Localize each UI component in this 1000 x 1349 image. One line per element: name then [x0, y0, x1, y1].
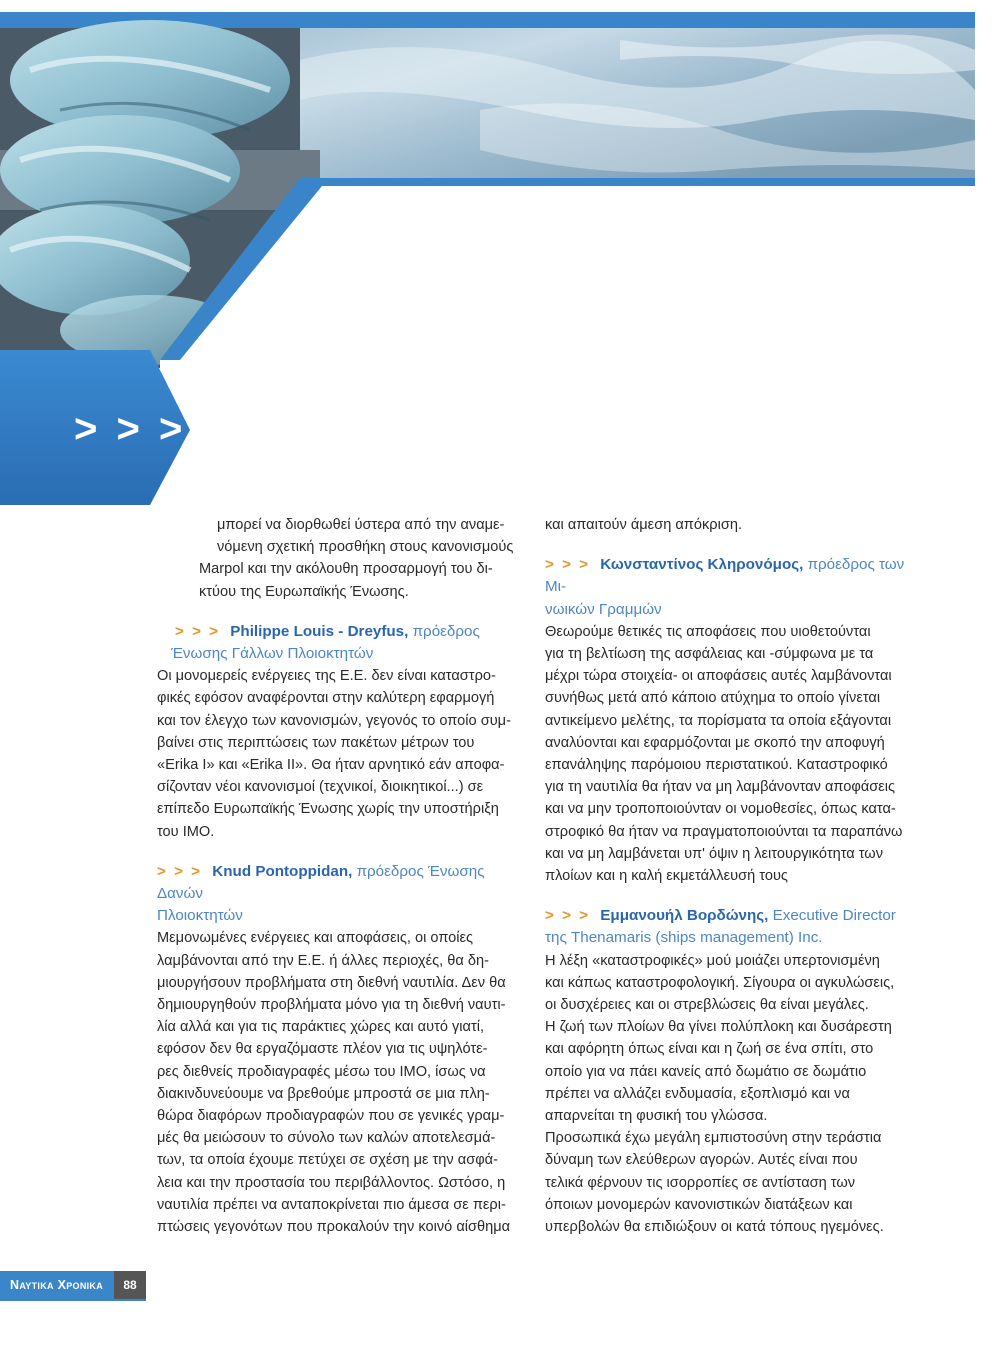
body-line: Προσωπικά έχω μεγάλη εμπιστοσύνη στην τεράστια — [545, 1130, 882, 1147]
magazine-name: Ναυτικα Χρονικα — [0, 1271, 114, 1299]
right-column — [545, 514, 905, 1238]
body-line: ρες διεθνείς προδιαγραφές μέσω του IMO, ίσως να — [157, 1063, 486, 1080]
body-line: αναλύονται και εφαρμόζονται με σκοπό την αποφυγή — [545, 734, 885, 751]
body-line: και αφόρητη όπως είναι και η ζωή σε ένα σπίτι, στο — [545, 1041, 874, 1058]
section-pontoppidan — [157, 861, 519, 1238]
body-line: επανάληψης παρόμοιου περιστατικού. Καταστροφικό — [545, 757, 888, 774]
body-line: «Erika I» και «Erika II». Θα ήταν αρνητικό εάν αποφα- — [157, 757, 505, 774]
body-line: του IMO. — [157, 823, 215, 840]
body-line: διακινδυνεύουμε να βρεθούμε μπροστά σε μια πλη- — [157, 1085, 490, 1102]
speaker-name: Εμμανουήλ Βορδώνης, — [600, 907, 769, 925]
page-footer — [0, 1271, 146, 1299]
body-line: εφόσον δεν θα εργαζόμαστε πλέον για τις υψηλότε- — [157, 1041, 488, 1058]
intro-line: Marpol και την ακόλουθη προσαρμογή του δι- — [199, 561, 493, 578]
body-line: και να μην τροποποιούνταν οι νομοθεσίες, όπως κατα- — [545, 801, 896, 818]
body-line: αντικείμενο μελέτης, τα πορίσματα τα οποία εξάγονται — [545, 712, 892, 729]
hero-arrows: > > > — [74, 407, 187, 451]
body-line: σίζονταν νέοι κανονισμοί (τεχνικοί, διοικητικοί...) σε — [157, 779, 484, 796]
section-heading — [157, 861, 519, 905]
body-line: στροφικό θα ήταν να πραγματοποιούνται τα παραπάνω — [545, 823, 903, 840]
speaker-name: Philippe Louis - Dreyfus, — [230, 622, 409, 640]
speaker-role-line2: Ένωσης Γάλλων Πλοιοκτητών — [171, 645, 374, 663]
body-line: Μεμονωμένες ενέργειες και αποφάσεις, οι οποίες — [157, 930, 474, 947]
speaker-role-line2: νωικών Γραμμών — [545, 600, 662, 618]
speaker-role-line2: της Thenamaris (ships management) Inc. — [545, 929, 823, 947]
speaker-role-line2: Πλοιοκτητών — [157, 907, 243, 925]
page-number: 88 — [114, 1271, 146, 1299]
hero-image — [0, 0, 1000, 520]
body-line: και τον έλεγχο των κανονισμών, γεγονός το οποίο συμ- — [157, 712, 511, 729]
speaker-role: πρόεδρος — [408, 622, 480, 640]
body-line: δύναμη των ελεύθερων αγορών. Αυτές είναι που — [545, 1152, 858, 1169]
body-line: βαίνει στις περιπτώσεις των πακέτων μέτρων του — [157, 734, 475, 751]
body-line: Θεωρούμε θετικές τις αποφάσεις που υιοθετούνται — [545, 623, 871, 640]
speaker-name: Knud Pontoppidan, — [212, 862, 353, 880]
body-line: μιουργήσουν προβλήματα στη διεθνή ναυτιλία. Δεν θα — [157, 974, 506, 991]
body-line: οποίο για να πάει κανείς από δωμάτιο σε δωμάτιο — [545, 1063, 867, 1080]
section-gap — [545, 887, 905, 905]
section-dreyfus — [157, 621, 519, 843]
section-heading — [545, 905, 905, 927]
hero-artwork — [0, 0, 1000, 520]
body-line: μέχρι τώρα στοιχεία- οι αποφάσεις αυτές λαμβάνονται — [545, 668, 892, 685]
arrow-icon: > > > — [175, 622, 221, 640]
arrow-icon: > > > — [157, 862, 203, 880]
body-line: για τη ναυτιλία θα ήταν να μη λαμβάνονταν αποφάσεις — [545, 779, 896, 796]
arrow-icon: > > > — [545, 556, 591, 574]
body-line: θώρα διαφόρων προδιαγραφών που σε γενικές γραμ- — [157, 1108, 505, 1125]
body-line: οι δυσχέρειες και οι στρεβλώσεις θα είναι μεγάλες. — [545, 997, 869, 1014]
section-gap — [157, 843, 519, 861]
body-line: Η λέξη «καταστροφικές» μού μοιάζει υπερτονισμένη — [545, 952, 880, 969]
speaker-name: Κωνσταντίνος Κληρονόμος, — [600, 556, 804, 574]
body-line: μές θα μειώσουν το σύνολο των καλών αποτελεσμά- — [157, 1130, 496, 1147]
body-line: υπερβολών θα επιδιώξουν οι κατά τόπους ηγεμόνες. — [545, 1219, 884, 1236]
left-column — [157, 514, 519, 1238]
section-heading — [157, 621, 519, 643]
body-line: και κάπως καταστροφολογική. Σίγουρα οι αγκυλώσεις, — [545, 974, 895, 991]
body-line: δημιουργηθούν προβλήματα μόνο για τη διεθνή ναυτι- — [157, 997, 506, 1014]
speaker-role: πρόεδρος Ένωσης Δανών — [157, 862, 485, 903]
body-line: ναυτιλία πρέπει να ανταποκρίνεται πιο άμεσα σε περι- — [157, 1196, 506, 1213]
body-line: όποιων μονομερών κανονιστικών διατάξεων και — [545, 1196, 853, 1213]
intro-line: κτύου της Ευρωπαϊκής Ένωσης. — [199, 583, 409, 600]
body-line: συνήθως μετά από κάποιο ατύχημα το οποίο γίνεται — [545, 690, 881, 707]
body-line: των, τα οποία έχουμε πετύχει σε σχέση με την ασφά- — [157, 1152, 498, 1169]
body-line: και να μη λαμβάνεται υπ' όψιν η λειτουργικότητα των — [545, 845, 883, 862]
speaker-role: Executive Director — [768, 907, 896, 925]
intro-line: μπορεί να διορθωθεί ύστερα από την αναμε- — [217, 517, 505, 533]
body-line: πλοίων και η καλή εκμετάλλευσή τους — [545, 868, 788, 885]
section-klironomos — [545, 554, 905, 887]
body-line: πτώσεις γεγονότων που προκαλούν την κοινό αίσθημα — [157, 1219, 511, 1236]
body-line: λεια και την προστασία του περιβάλλοντος. Ωστόσο, η — [157, 1174, 506, 1191]
body-line: φικές εφόσον αναφέρονται στην καλύτερη εφαρμογή — [157, 690, 495, 707]
body-line: τελικά φέρνουν τις ισορροπίες σε αντίσταση των — [545, 1174, 856, 1191]
footer-rule — [0, 1299, 146, 1301]
section-vordonis — [545, 905, 905, 1238]
body-line: για τη βελτίωση της ασφάλειας και -σύμφωνα με τα — [545, 646, 874, 663]
intro-line: νόμενη σχετική προσθήκη στους κανονισμούς — [217, 539, 514, 556]
body-line: πρέπει να αλλάζει ενδυμασία, εξοπλισμό και να — [545, 1085, 850, 1102]
body-line: λαμβάνονται από την Ε.Ε. ή άλλες περιοχές, θα δη- — [157, 952, 489, 969]
body-line: λία αλλά και για τις παράκτιες χώρες και αυτό γιατί, — [157, 1019, 485, 1036]
body-line: Η ζωή των πλοίων θα γίνει πολύπλοκη και δυσάρεστη — [545, 1019, 892, 1036]
body-line: επίπεδο Ευρωπαϊκής Ένωσης χωρίς την υποστήριξη — [157, 801, 499, 818]
section-heading — [545, 554, 905, 598]
intro-line: και απαιτούν άμεση απόκριση. — [545, 517, 743, 533]
body-line: απαρνείται τη φυσική του γλώσσα. — [545, 1108, 768, 1125]
body-line: Οι μονομερείς ενέργειες της Ε.Ε. δεν είναι καταστρο- — [157, 668, 496, 685]
speaker-role: πρόεδρος των Μι- — [545, 556, 905, 596]
arrow-icon: > > > — [545, 907, 591, 925]
